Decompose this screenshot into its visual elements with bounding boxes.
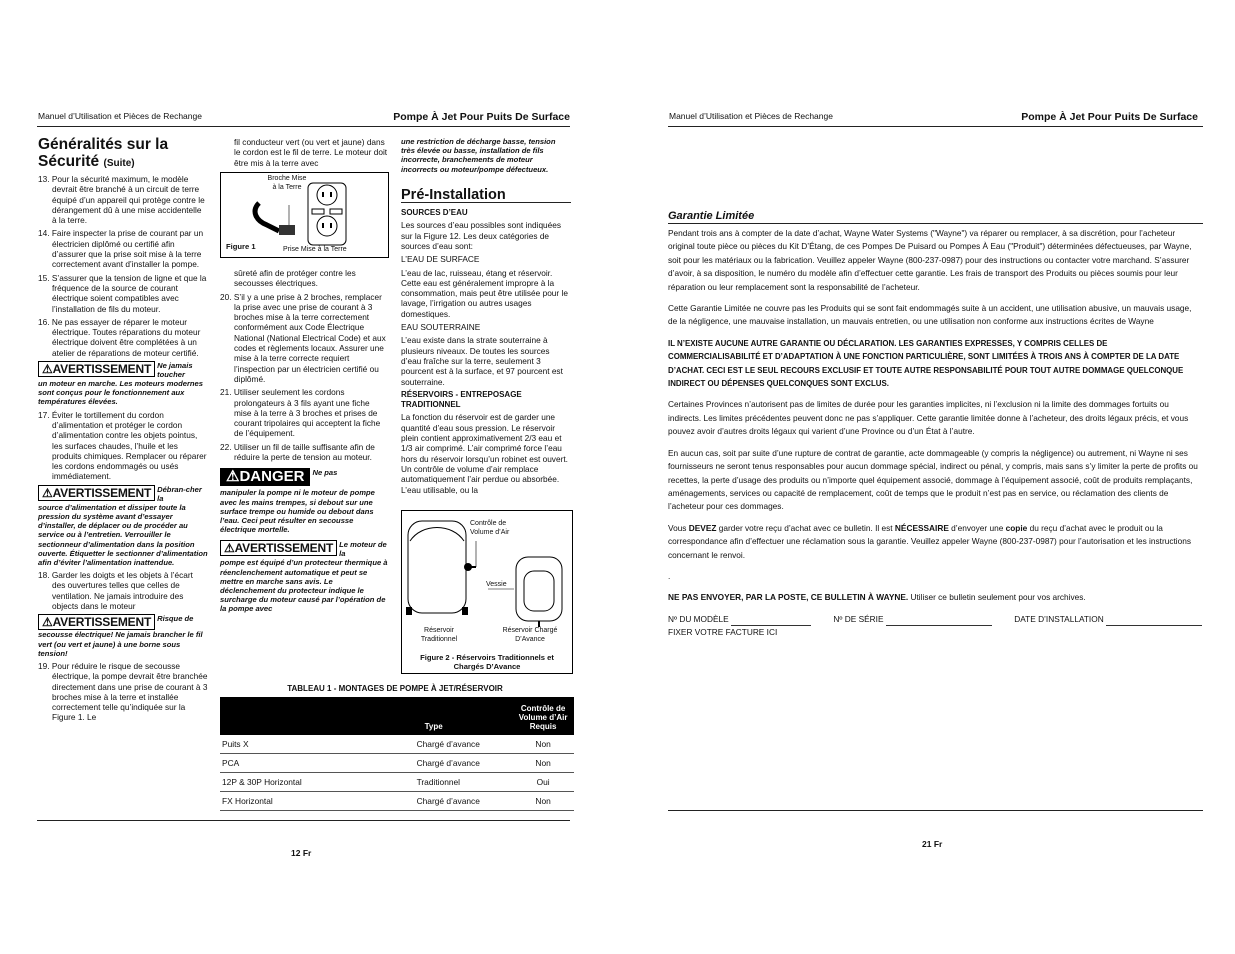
table-cell-model: FX Horizontal	[220, 792, 415, 811]
paragraph: Les sources d’eau possibles sont indiquées sur la Figure 12. Les deux catégories de sources d’eau sont:	[401, 220, 562, 251]
table-cell-model: Puits X	[220, 735, 415, 754]
table-header-row	[220, 697, 574, 735]
list-item: 17. Éviter le tortillement du cordon d’alimentation et protéger le cordon d’alimentation contre les objets pointus, les surfaces chaudes, l’huile et les produits chimiques. Remplacer ou réparer les cordons endommagés ou usés immédiatement.	[38, 409, 207, 482]
serial-number-field[interactable]: Nº DE SÉRIE	[833, 613, 991, 626]
left-column-3	[401, 137, 571, 498]
left-column-2	[220, 137, 388, 171]
figure-1	[220, 172, 389, 258]
figure-1-label-prise: Prise Mise à la Terre	[283, 246, 347, 253]
warranty-title-rule	[668, 223, 1203, 224]
header-rule	[37, 126, 570, 127]
table-cell-type: Chargé d’avance	[415, 754, 513, 773]
header-right-title-right-page: Pompe À Jet Pour Puits De Surface	[1021, 111, 1198, 123]
warranty-mail-notice: NE PAS ENVOYER, PAR LA POSTE, CE BULLETIN À WAYNE. Utiliser ce bulletin seulement pour vos archives.	[668, 592, 1086, 603]
warning-triangle-icon: ⚠	[226, 468, 240, 486]
install-date-field[interactable]: DATE D’INSTALLATION	[1014, 613, 1202, 626]
danger-body: manipuler la pompe ni le moteur de pompe avec les mains trempes, si debout sur une surface trempe ou humide ou debout dans l’eau. Ceci peut résulter en secousse électrique mortelle.	[220, 488, 375, 535]
preinstall-title: Pré-Installation	[401, 190, 571, 203]
warning-side-text: Ne jamais toucher	[157, 361, 193, 380]
reservoir-heading: RÉSERVOIRS - ENTREPOSAGE TRADITIONNEL	[401, 389, 522, 410]
table-row	[220, 773, 574, 792]
page-number-left: 12 Fr	[291, 848, 312, 858]
list-item: 22. Utiliser un fil de taille suffisante afin de réduire la perte de tension au moteur.	[220, 441, 375, 463]
table-1-title: TABLEAU 1 - MONTAGES DE POMPE À JET/RÉSERVOIR	[287, 684, 503, 693]
table-1	[220, 697, 574, 811]
paragraph: L’eau existe dans la strate souterraine à plusieurs niveaux. De toutes les sources d’eau fraîche sur la terre, seulement 3 pourcent est à la surface, et 97 pourcent est souterraine.	[401, 335, 563, 387]
table-row	[220, 754, 574, 773]
figure-2	[401, 510, 573, 674]
warning-side-text: Le moteur de la	[339, 540, 387, 559]
model-number-field[interactable]: Nº DU MODÈLE	[668, 613, 811, 626]
table-cell-control: Non	[512, 792, 574, 811]
left-column-1	[38, 136, 208, 726]
warning-body: pompe est équipé d’un protecteur thermique à réenclenchement automatique et peut se mettre en marche sans avis. Le déclenchement du protecteur indique le surcharge du moteur causé par l’opération de la pompe avec	[220, 558, 388, 614]
warning-triangle-icon: ⚠	[224, 541, 235, 556]
paragraph: fil conducteur vert (ou vert et jaune) dans le cordon est le fil de terre. Le moteur doit être mis à la terre avec	[234, 137, 388, 168]
warranty-paragraph-bold: IL N’EXISTE AUCUNE AUTRE GARANTIE OU DÉCLARATION. LES GARANTIES EXPRESSES, Y COMPRIS CELLES DE COMMERCIALISABILITÉ ET D’ADAPTATION À UNE FONCTION PARTICULIÈRE, SONT LIMITÉES À TROIS ANS À COMPTER DE LA DATE D’ACHAT. CECI EST LE SEUL RECOURS EXCLUSIF ET TOUTE AUTRE RESPONSABILITÉ POUR TOUT AUTRE DOMMAGE QUELCONQUE INDIRECT OU DÉPENSES QUELCONQUES SONT EXCLUS.	[668, 338, 1184, 389]
table-cell-type: Traditionnel	[415, 773, 513, 792]
figure-1-caption: Figure 1	[226, 242, 256, 251]
warning-badge: ⚠AVERTISSEMENT	[220, 540, 337, 556]
warning-body: source d’alimentation et dissiper toute la pression du système avant d’essayer d’installer, de déplacer ou de procéder au service ou à l’entretien. Verrouiller le sectionneur d’alimentation dans la position ouverte. Étiquetter le sectionner d’alimentation afin d’éviter l’alimentation inattendue.	[38, 502, 208, 567]
attach-invoice-text: FIXER VOTRE FACTURE ICI	[668, 627, 778, 638]
table-cell-control: Non	[512, 735, 574, 754]
header-left-title-right-page: Manuel d’Utilisation et Pièces de Rechange	[669, 111, 833, 121]
warning-side-text: Risque de	[157, 614, 194, 624]
figure-2-label-traditionnel: Réservoir Traditionnel	[420, 627, 458, 643]
table-header-type: Type	[415, 697, 513, 735]
list-item: 15. S’assurer que la tension de ligne et que la fréquence de la source de courant électrique soient compatibles avec l’installation de fils du moteur.	[38, 272, 207, 314]
warning-triangle-icon: ⚠	[42, 485, 53, 500]
warning-block-3	[38, 614, 208, 630]
warranty-paragraph: Certaines Provinces n’autorisent pas de limites de durée pour les garanties implicites, ni l’exclusion ni la limite des dommages fortuits ou indirects. Les limites précédentes peuvent donc ne pas s’appliquer. Cette garantie limitée donne à l’acheteur, des droits légaux précis, et vous pouvez avoir d’autres droits légaux qui varient d’une Province ou d’un État à l’autre.	[668, 399, 1189, 437]
list-item: 21. Utiliser seulement les cordons prolongateurs à 3 fils ayant une fiche mise à la terre à 3 broches et prises de courant tripolaires qui acceptent la fiche de l’équipement.	[220, 387, 381, 439]
warning-block-1	[38, 361, 208, 379]
warning-block-2	[38, 485, 208, 503]
danger-block	[220, 468, 388, 486]
page-number-right: 21 Fr	[922, 839, 943, 849]
warning-triangle-icon: ⚠	[42, 615, 53, 630]
warranty-fields	[668, 613, 1202, 626]
header-right-title: Pompe À Jet Pour Puits De Surface	[393, 111, 570, 123]
danger-side-text: Ne pas	[312, 468, 338, 478]
table-cell-model: 12P & 30P Horizontal	[220, 773, 415, 792]
paragraph: La fonction du réservoir est de garder une quantité d’eau sous pression. Le réservoir plein contient approximativement 2/3 eau et 1/3 air comprimé. L’air comprimé force l’eau hors du réservoir lorsqu’un robinet est ouvert. Un contrôle de volume d’air remplace automatiquement l’air perdue ou absorbée. L’eau utilisable, ou la	[401, 412, 568, 495]
figure-2-label-charge: Réservoir Chargé D’Avance	[502, 627, 558, 643]
warning-triangle-icon: ⚠	[42, 362, 53, 377]
list-item: 19. Pour réduire le risque de secousse électrique, la pompe devrait être branchée directement dans une prise de courant à 3 broches mise à la terre et installée correctement telle qu’indiquée sur la Figure 1. Le	[38, 660, 208, 723]
list-item: 20. S’il y a une prise à 2 broches, remplacer la prise avec une prise de courant à 3 broches mise à la terre correctement conformément aux Code Électrique National (National Electrical Code) et aux codes et règlements locaux. Assurer une mise à la terre correcte requiert l’inspection par un électricien certifié ou diplômé.	[220, 291, 386, 384]
table-cell-control: Non	[512, 754, 574, 773]
list-item: 13. Pour la sécurité maximum, le modèle devrait être branché à un circuit de terre équipé d’un appareil qui protège contre le dérangement dû à une mise accidentelle à la terre.	[38, 174, 205, 226]
warranty-paragraph: Cette Garantie Limitée ne couvre pas les Produits qui se sont fait endommagés suite à un accident, une utilisation abusive, un mauvais usage, de la négligence, une mauvaise installation, un mauvais entretien, ou une utilisation non conforme aux instructions écrites de Wayne	[668, 303, 1192, 327]
warning-badge: ⚠AVERTISSEMENT	[38, 614, 155, 630]
table-cell-model: PCA	[220, 754, 415, 773]
warning-body-cont: une restriction de décharge basse, tension très élevée ou basse, installation de fils incorrecte, branchements de moteur incorrects ou moteur/pompe défectueux.	[401, 137, 556, 174]
paragraph: L’eau de lac, ruisseau, étang et réservoir. Cette eau est généralement impropre à la consommation, mais peut être utilisée pour le lavage, l’irrigation ou autres usages domestiques.	[401, 267, 568, 319]
header-rule-right-page	[668, 126, 1203, 127]
warranty-paragraph-receipt: Vous DEVEZ garder votre reçu d’achat avec ce bulletin. Il est NÉCESSAIRE d’envoyer une copie du reçu d’achat avec le produit ou la correspondance afin d’effectuer une réclamation sous la garantie. Veuillez appeler Wayne (800-237-0987) pour l’autorisation et les instructions concernant le renvoi.	[668, 522, 1192, 560]
list-item: 14. Faire inspecter la prise de courant par un électricien diplômé ou certifié afin d’assurer que la prise soit mise à la terre correctement avant d’installer la pompe.	[38, 228, 204, 270]
warning-badge: ⚠AVERTISSEMENT	[38, 485, 155, 501]
paragraph: sûreté afin de protéger contre les secousses électriques.	[234, 268, 356, 289]
list-item: 18. Garder les doigts et les objets à l’écart des ouvertures telles que celles de ventilation. Ne jamais introduire des objects dans le moteur	[38, 570, 193, 612]
table-header-model	[220, 697, 415, 735]
table-cell-type: Chargé d’avance	[415, 792, 513, 811]
table-row	[220, 735, 574, 754]
warranty-body	[668, 227, 1202, 648]
figure-2-caption: Figure 2 - Réservoirs Traditionnels et Chargés D’Avance	[420, 653, 554, 671]
footer-rule-right-page	[668, 810, 1203, 811]
left-column-2-cont	[220, 268, 388, 617]
danger-badge: ⚠DANGER	[220, 468, 310, 486]
warning-badge: ⚠AVERTISSEMENT	[38, 361, 155, 377]
table-row	[220, 792, 574, 811]
header-left-title: Manuel d’Utilisation et Pièces de Rechange	[38, 111, 202, 121]
warning-block-4	[220, 540, 388, 558]
warranty-paragraph: Pendant trois ans à compter de la date d’achat, Wayne Water Systems ("Wayne") va réparer ou remplacer, à sa discrétion, pour l’acheteur original toute pièce ou pièces du Kit D’Étang, de ces Pompes De Puisard ou Pompes À Eau ("Produit") déterminées défectueuses, par Wayne, soit pour les matériaux ou la fabrication. Veuillez appeler Wayne (800-237-0987) pour des instructions ou contacter votre marchand. S’assurer d’avoir, à sa disposition, le numéro du modèle afin d’effectuer cette garantie. Les frais de transport des Produits ou pièces soumis pour leur réparation ou leur remplacement sont la responsabilité de l’acheteur.	[668, 228, 1192, 292]
figure-1-label-broche: Broche Mise à la Terre	[267, 175, 307, 191]
table-cell-type: Chargé d’avance	[415, 735, 513, 754]
sources-heading: SOURCES D’EAU	[401, 208, 468, 218]
warning-body: secousse électrique! Ne jamais brancher le fil vert (ou vert et jaune) à une borne sous tension!	[38, 630, 203, 658]
table-cell-control: Oui	[512, 773, 574, 792]
figure-2-label-controle: Contrôle de Volume d’Air	[470, 520, 510, 536]
page-title: Généralités sur la Sécurité (Suite)	[38, 136, 169, 170]
figure-2-label-vessie: Vessie	[486, 581, 507, 588]
surface-heading: L’EAU DE SURFACE	[401, 254, 480, 265]
warranty-title: Garantie Limitée	[668, 210, 755, 222]
warning-body: un moteur en marche. Les moteurs modernes sont conçus pour le fonctionnement aux températures élevées.	[38, 379, 203, 407]
footer-rule	[37, 820, 570, 821]
table-header-control: Contrôle de Volume d’Air Requis	[512, 697, 574, 735]
list-item: 16. Ne pas essayer de réparer le moteur électrique. Toutes réparations du moteur électrique doivent être complétées à un atelier de réparations de moteur certifié.	[38, 316, 201, 358]
warning-side-text: Débran-cher la	[157, 484, 202, 503]
underground-heading: EAU SOUTERRAINE	[401, 322, 481, 333]
warranty-paragraph: En aucun cas, soit par suite d’une rupture de contrat de garantie, acte dommageable (y compris la négligence) ou autrement, ni Wayne ni ses fournisseurs ne seront tenus responsables pour aucun dommage spécial, indirect ou pénal, y compris, mais sans s’y limiter la perte de profits ou recettes, la perte d’usage des produits ou n’importe quel équipement associé, dommage à l’équipement associé, coût de produits remplaçants, aménagements, services ou capacité de remplacement, coût de temps que le produit n’est pas en service, ou réclamation des clients de l’acheteur pour ces dommages.	[668, 447, 1198, 512]
safety-list-a	[38, 174, 208, 358]
warranty-dot: .	[668, 570, 671, 581]
